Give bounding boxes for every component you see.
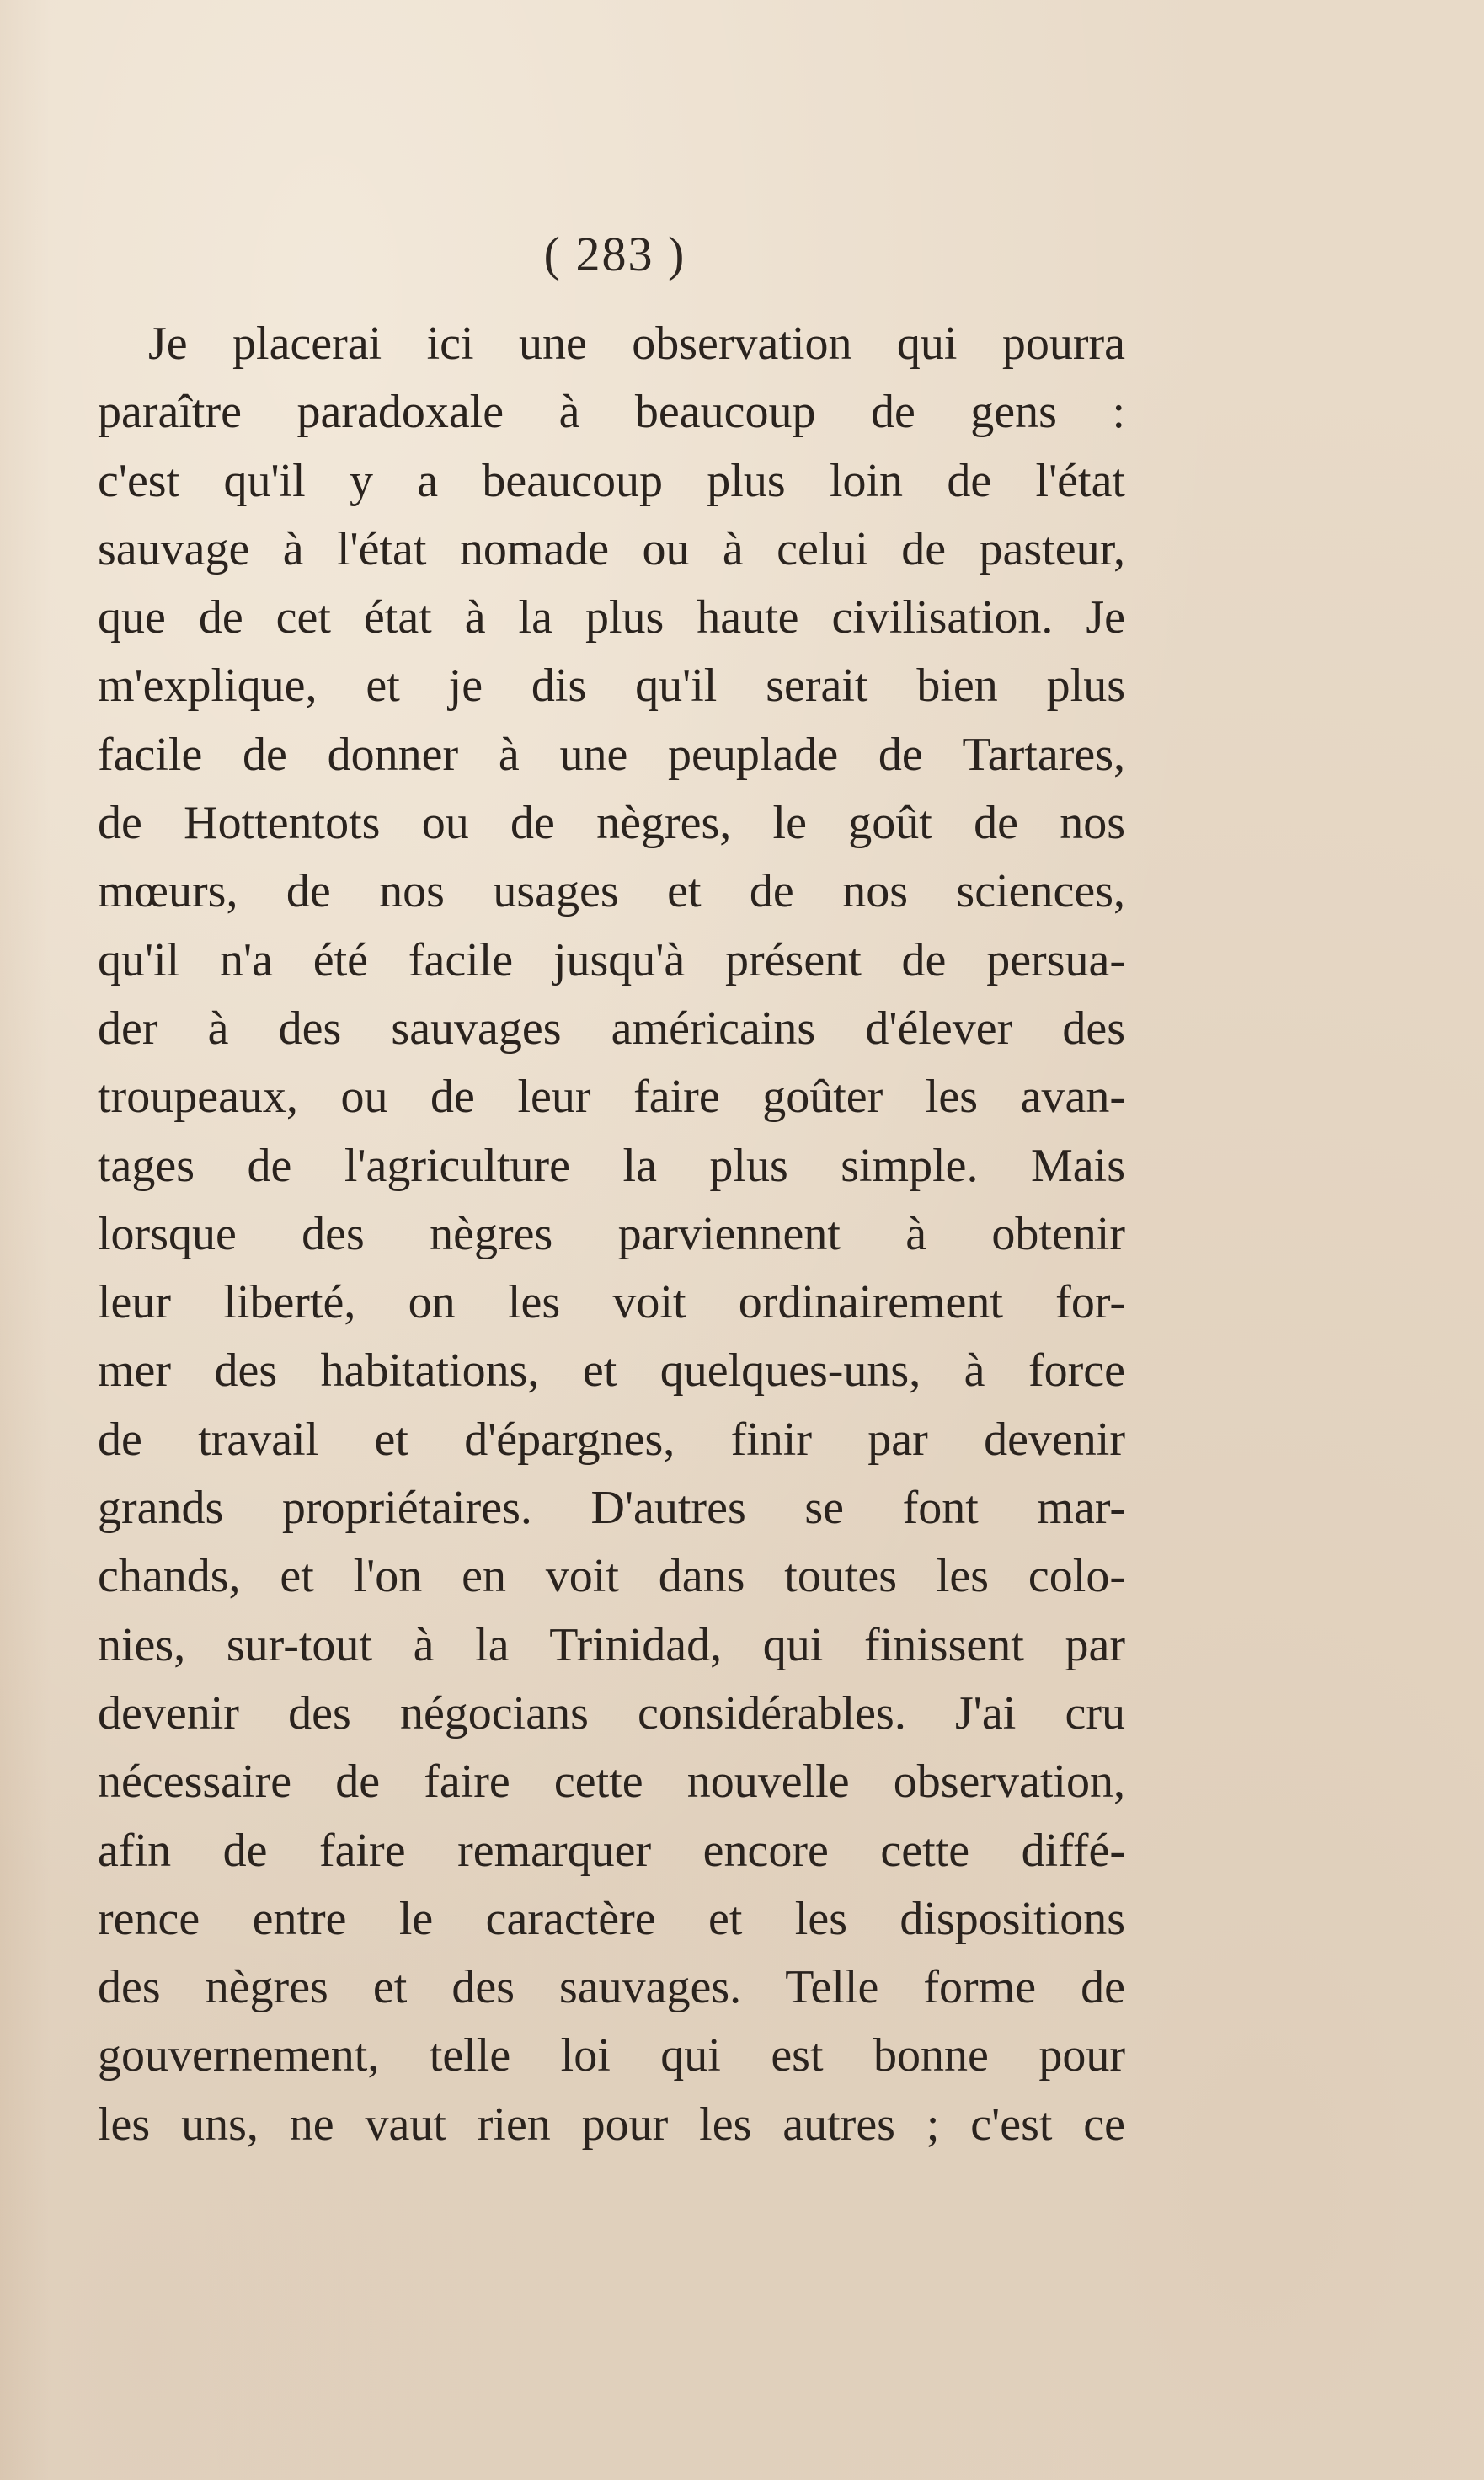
text-line: devenir des négocians considérables. J'ai cru [98, 1686, 1125, 1740]
text-line: afin de faire remarquer encore cette diffé- [98, 1824, 1125, 1877]
text-line: de travail et d'épargnes, finir par devenir [98, 1413, 1125, 1466]
body-text [98, 310, 1125, 2159]
text-line: c'est qu'il y a beaucoup plus loin de l'état [98, 454, 1125, 507]
page-number: ( 283 ) [543, 227, 686, 281]
text-line: mœurs, de nos usages et de nos sciences, [98, 865, 1125, 918]
text-line: lorsque des nègres parviennent à obtenir [98, 1207, 1125, 1260]
text-line: qu'il n'a été facile jusqu'à présent de persua- [98, 933, 1125, 986]
text-line: leur liberté, on les voit ordinairement for- [98, 1276, 1125, 1329]
text-line: troupeaux, ou de leur faire goûter les avan- [98, 1071, 1125, 1124]
text-line: que de cet état à la plus haute civilisation. Je [98, 591, 1125, 644]
text-line: paraître paradoxale à beaucoup de gens : [98, 386, 1125, 439]
text-line: des nègres et des sauvages. Telle forme de [98, 1961, 1125, 2014]
text-line: m'explique, et je dis qu'il serait bien plus [98, 660, 1125, 713]
text-line: gouvernement, telle loi qui est bonne pour [98, 2029, 1125, 2082]
text-line: grands propriétaires. D'autres se font mar- [98, 1482, 1125, 1535]
text-line: sauvage à l'état nomade ou à celui de pasteur, [98, 522, 1125, 575]
text-line: les uns, ne vaut rien pour les autres ; c'est ce [98, 2098, 1125, 2151]
text-line: der à des sauvages américains d'élever des [98, 1002, 1125, 1055]
text-line: tages de l'agriculture la plus simple. Mais [98, 1139, 1125, 1192]
text-line: nies, sur-tout à la Trinidad, qui finissent par [98, 1618, 1125, 1671]
text-line: Je placerai ici une observation qui pourra [148, 318, 1125, 370]
text-line: de Hottentots ou de nègres, le goût de nos [98, 797, 1125, 850]
text-line: nécessaire de faire cette nouvelle observation, [98, 1756, 1125, 1809]
text-line: facile de donner à une peuplade de Tartares, [98, 728, 1125, 781]
text-line: chands, et l'on en voit dans toutes les colo- [98, 1550, 1125, 1603]
text-line: rence entre le caractère et les dispositions [98, 1892, 1125, 1945]
text-line: mer des habitations, et quelques-uns, à force [98, 1344, 1125, 1398]
